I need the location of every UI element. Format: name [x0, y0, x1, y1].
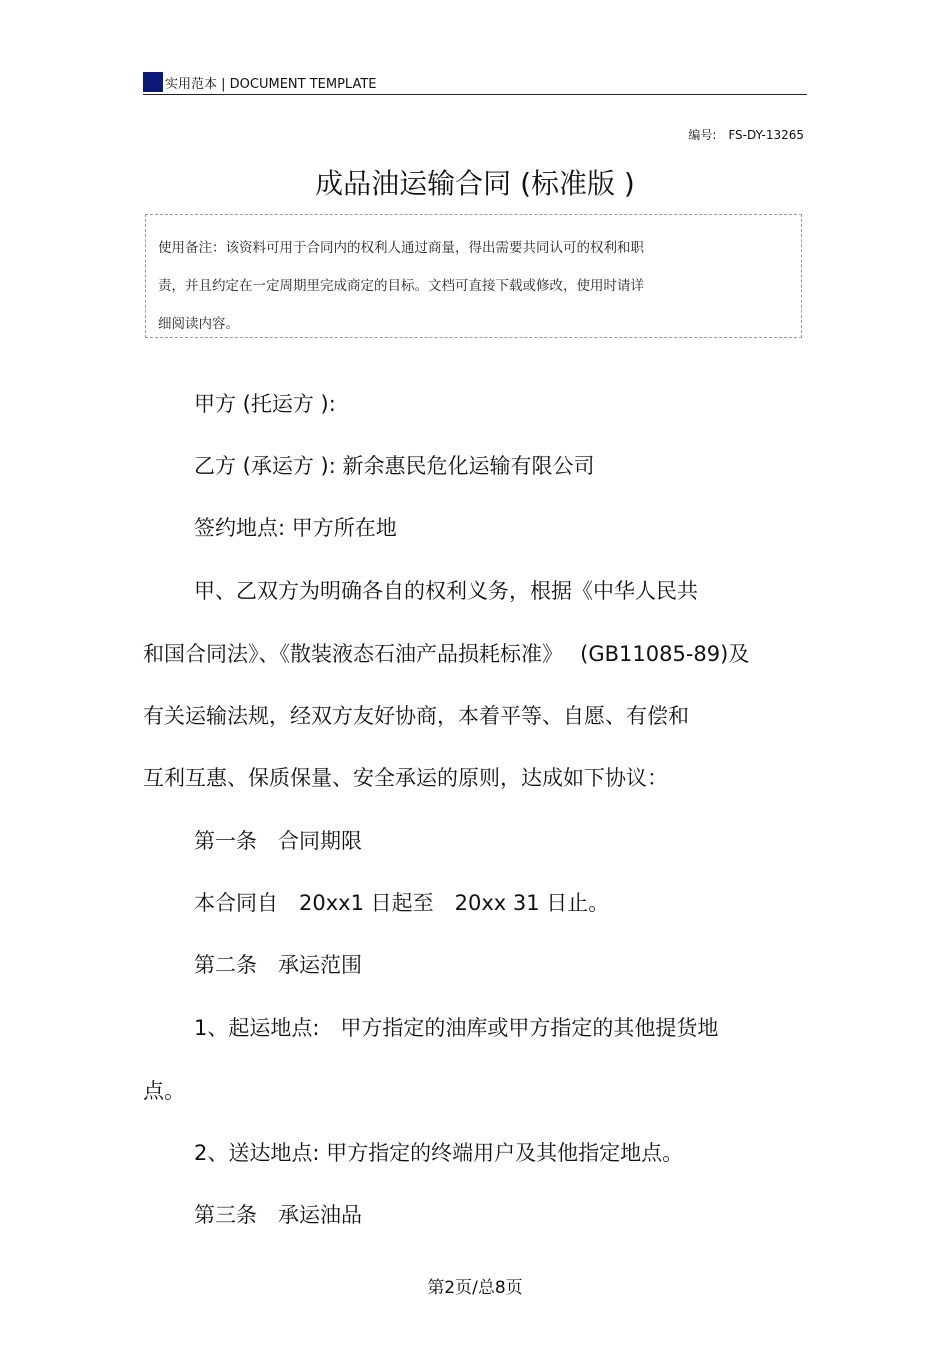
article-heading: 第一条 合同期限 — [194, 829, 362, 853]
party-b-line: 乙方 (承运方 ): 新余惠民危化运输有限公司 — [194, 454, 595, 478]
document-title: 成品油运输合同 (标准版 ) — [315, 167, 635, 200]
document-number-value: FS-DY-13265 — [728, 128, 804, 142]
preamble-line: 和国合同法》、《散装液态石油产品损耗标准》 (GB11085-89)及 — [143, 642, 750, 666]
article-text: 1、起运地点: 甲方指定的油库或甲方指定的其他提货地 — [194, 1016, 719, 1040]
usage-note-box — [145, 214, 802, 338]
article-text: 2、送达地点: 甲方指定的终端用户及其他指定地点。 — [194, 1141, 684, 1165]
document-number — [688, 126, 804, 143]
preamble-line: 甲、乙双方为明确各自的权利义务，根据《中华人民共 — [194, 579, 698, 603]
header-text: 实用范本 | DOCUMENT TEMPLATE — [165, 77, 377, 92]
article-text: 点。 — [143, 1079, 185, 1103]
article-text: 本合同自 20xx1 日起至 20xx 31 日止。 — [194, 891, 610, 915]
signing-place-line: 签约地点: 甲方所在地 — [194, 516, 397, 540]
usage-note-line: 细阅读内容。 — [158, 316, 239, 332]
page-footer: 第2页/总8页 — [427, 1278, 523, 1298]
preamble-line: 有关运输法规，经双方友好协商，本着平等、自愿、有偿和 — [143, 704, 689, 728]
usage-note-line: 使用备注：该资料可用于合同内的权利人通过商量，得出需要共同认可的权利和职 — [158, 240, 644, 256]
document-number-label: 编号: — [688, 128, 717, 142]
page-header — [143, 70, 807, 95]
article-heading: 第二条 承运范围 — [194, 953, 362, 977]
article-heading: 第三条 承运油品 — [194, 1203, 362, 1227]
preamble-line: 互利互惠、保质保量、安全承运的原则，达成如下协议： — [143, 766, 668, 790]
usage-note-line: 责，并且约定在一定周期里完成商定的目标。文档可直接下载或修改，使用时请详 — [158, 278, 644, 294]
party-a-line: 甲方 (托运方 ): — [194, 392, 336, 416]
header-logo-square — [143, 72, 163, 92]
